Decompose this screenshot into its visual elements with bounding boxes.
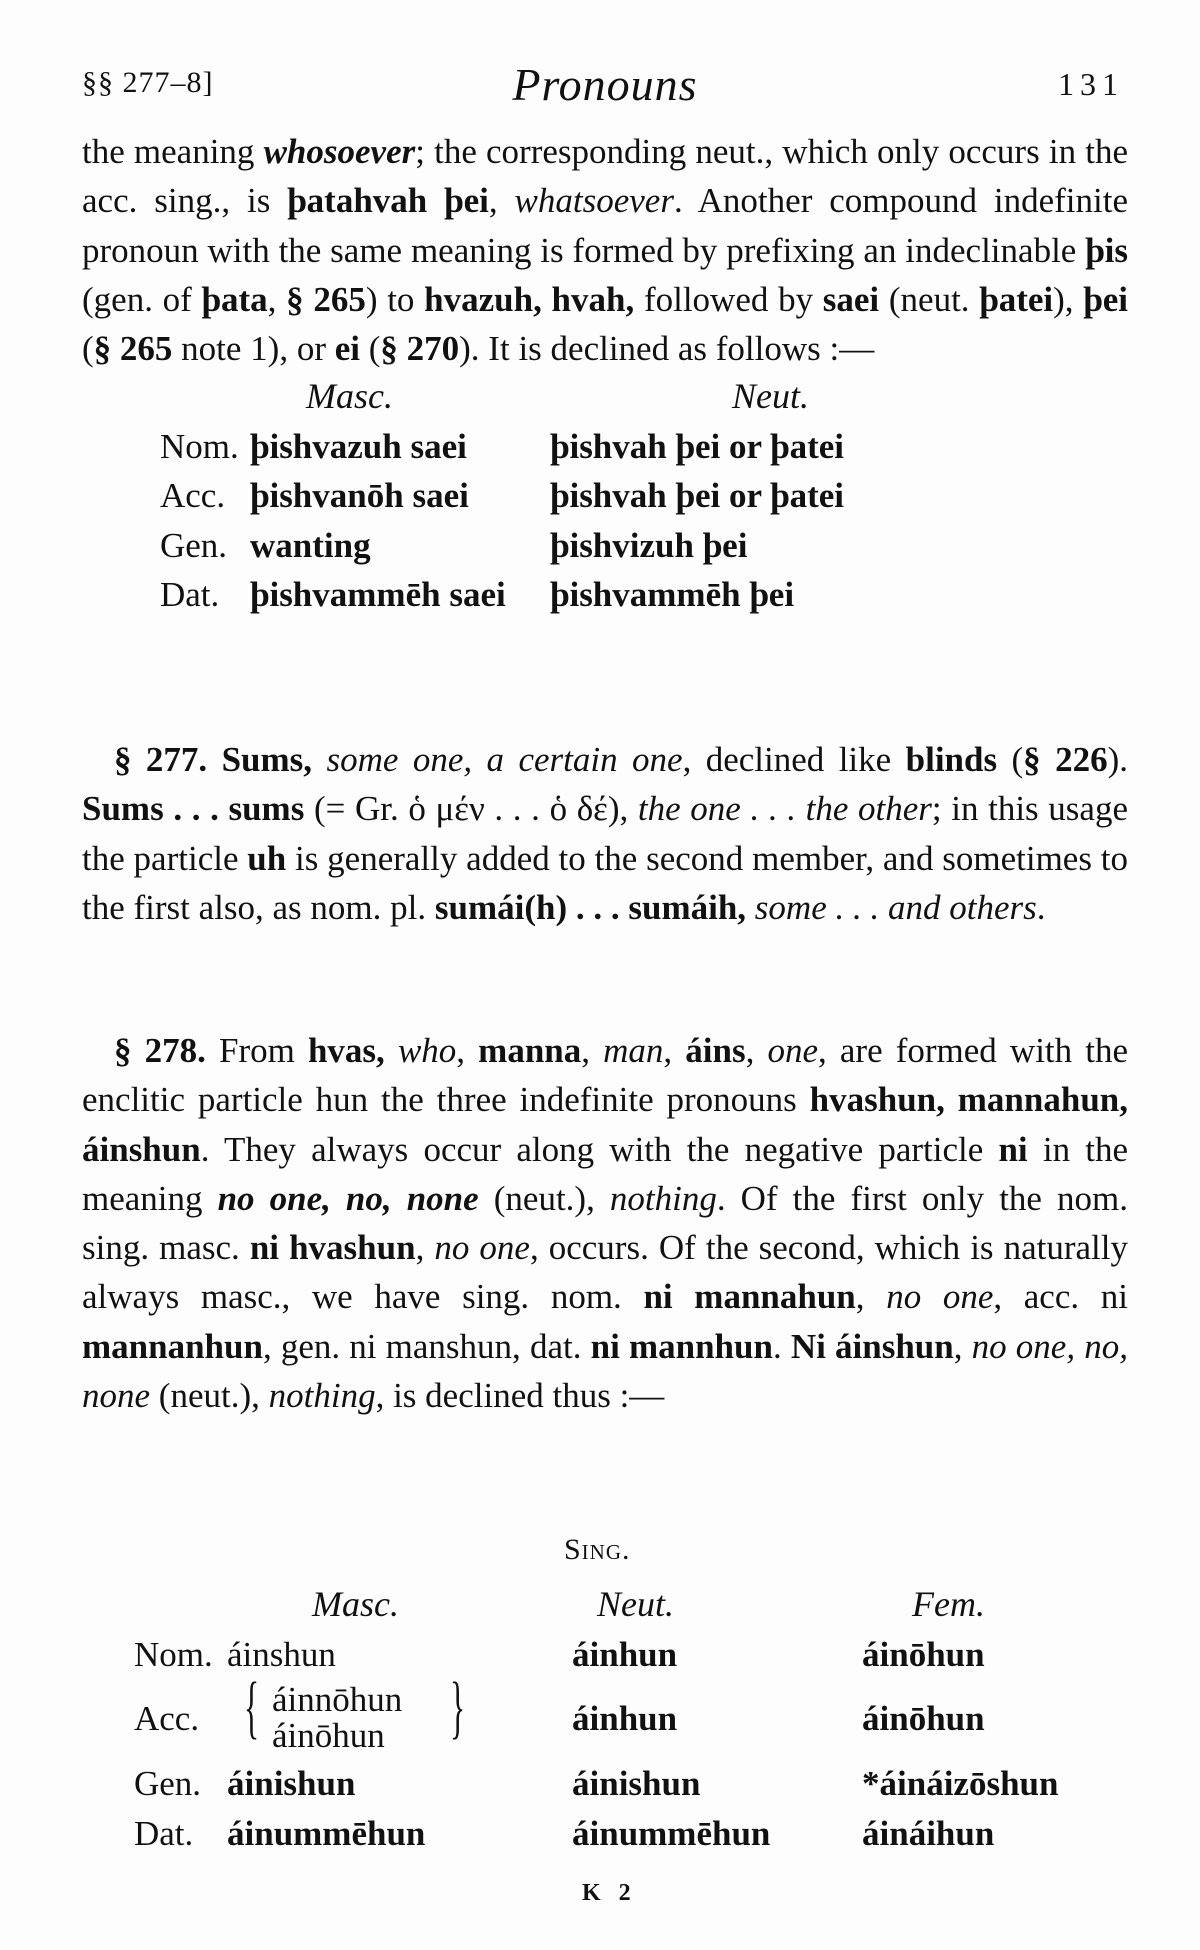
case-label: Nom. — [134, 1634, 213, 1674]
text-run: . Another compound indefinite pronoun with the same meaning is formed by prefixing an indeclinable — [82, 181, 1129, 270]
neut-form: áinishun — [572, 1764, 701, 1803]
masc-form: þishvazuh saei — [250, 426, 467, 466]
number-label-singular: Sing. — [564, 1533, 631, 1566]
text-run: in the meaning — [82, 1129, 1129, 1218]
text-run: . — [1036, 887, 1046, 927]
masc-form: áinummēhun — [227, 1813, 426, 1853]
masc-form-variant: áinnōhun — [272, 1680, 403, 1719]
text-run: § 277. — [114, 740, 208, 779]
text-run: , acc. ni — [993, 1277, 1129, 1317]
text-run: ( — [997, 740, 1024, 779]
text-run: note 1), or — [172, 329, 335, 369]
column-header-masc: Masc. — [312, 1584, 399, 1624]
text-run: , are formed with the enclitic particle hun the three indefinite pronouns — [82, 1031, 1129, 1120]
text-run: ni hvashun — [249, 1228, 416, 1268]
text-run: one — [767, 1031, 819, 1070]
text-run: § 270 — [380, 329, 460, 369]
fem-form: áinōhun — [862, 1634, 985, 1674]
text-run: saei — [822, 279, 880, 319]
text-run: (neut.), — [150, 1376, 269, 1416]
text-run: þis — [1085, 230, 1128, 270]
neut-form: þishvah þei or þatei — [550, 426, 844, 466]
text-run: (neut. — [879, 279, 980, 319]
case-label: Gen. — [160, 525, 228, 565]
masc-form: þishvammēh saei — [250, 575, 506, 614]
signature-mark: K 2 — [582, 1880, 637, 1906]
intro-paragraph — [82, 127, 1128, 373]
text-run: ). — [1107, 740, 1128, 779]
text-run — [746, 888, 755, 927]
text-run: whatsoever — [514, 181, 674, 221]
text-run: , — [953, 1326, 972, 1366]
text-run: ), — [1053, 279, 1084, 319]
text-run: , — [456, 1031, 479, 1070]
text-run: (= Gr. ὁ μέν . . . ὁ δέ), — [304, 789, 638, 829]
masc-form: þishvanōh saei — [250, 476, 469, 515]
table-row — [82, 1669, 1128, 1759]
masc-form: wanting — [250, 525, 371, 565]
text-run: § 278. — [114, 1031, 206, 1070]
text-run: no one — [886, 1277, 994, 1317]
fem-form: áinōhun — [862, 1699, 985, 1738]
text-run: (neut.), — [478, 1178, 610, 1218]
text-run: (gen. of — [82, 279, 202, 319]
text-run: ). It is declined as follows :— — [459, 329, 875, 369]
text-run: , — [581, 1031, 604, 1070]
text-run: the one . . . the other — [637, 789, 932, 829]
text-run: , is declined thus :— — [375, 1376, 665, 1416]
text-run: ( — [360, 329, 381, 369]
text-run: uh — [247, 838, 287, 878]
text-run — [312, 740, 326, 779]
column-header-masc: Masc. — [306, 376, 393, 416]
text-run: ni mannhun — [590, 1326, 773, 1366]
text-run: whosoever — [263, 132, 416, 171]
case-label: Dat. — [134, 1813, 194, 1853]
text-run: þei — [1083, 279, 1129, 319]
section-278-paragraph — [82, 1026, 1128, 1420]
case-label: Nom. — [160, 426, 239, 466]
page-number: 131 — [1058, 66, 1124, 102]
text-run — [385, 1031, 398, 1070]
table-row — [82, 471, 1128, 521]
text-run: nothing — [609, 1178, 717, 1218]
section-277-paragraph — [82, 735, 1128, 932]
text-run: , declined like — [682, 740, 906, 779]
declension-table-1 — [82, 372, 1128, 620]
page-title: Pronouns — [512, 59, 698, 110]
text-run: some one, a certain one — [326, 740, 683, 779]
table-row — [82, 570, 1128, 620]
text-run: ; the corresponding neut., which only occurs in the acc. sing., is — [82, 132, 1128, 221]
text-run: , — [267, 279, 287, 319]
text-run: nothing — [268, 1376, 376, 1416]
text-run: some . . . and others — [754, 887, 1037, 927]
text-run — [207, 740, 221, 779]
neut-form: þishvizuh þei — [550, 525, 748, 565]
neut-form: áinhun — [572, 1699, 678, 1738]
text-run: hvashun, mannahun, áinshun — [82, 1080, 1128, 1169]
text-run: hvas, — [307, 1031, 385, 1070]
fem-form: áináihun — [862, 1813, 995, 1853]
text-run: , — [663, 1031, 686, 1070]
text-run: Sums . . . sums — [82, 789, 305, 829]
case-label: Gen. — [134, 1764, 202, 1803]
table-row — [82, 1809, 1128, 1859]
text-run: ) to — [365, 279, 425, 319]
case-label: Acc. — [134, 1699, 200, 1738]
text-run: no one, no, none — [82, 1326, 1128, 1416]
text-run: Sums, — [221, 740, 313, 779]
text-run: no one, no, none — [217, 1178, 479, 1218]
text-run: ni — [998, 1129, 1028, 1169]
text-run: þatei — [979, 279, 1054, 319]
text-run: § 265 — [286, 279, 366, 319]
text-run: , — [855, 1277, 887, 1317]
text-run: sumái(h) . . . sumáih, — [434, 887, 747, 927]
neut-form: áinummēhun — [572, 1813, 771, 1853]
text-run: § 226 — [1023, 740, 1108, 779]
text-run: mannanhun — [82, 1326, 263, 1366]
section-reference: §§ 277–8] — [82, 66, 214, 99]
text-run: Ni áinshun — [790, 1326, 954, 1366]
text-run: . They always occur along with the negative particle — [200, 1129, 999, 1169]
text-run: . — [772, 1326, 791, 1366]
fem-form: *áináizōshun — [862, 1764, 1059, 1803]
text-run: ei — [334, 329, 360, 369]
masc-form: áinishun — [227, 1764, 356, 1803]
declension-table-2 — [82, 1580, 1128, 1858]
text-run: áins — [685, 1031, 746, 1070]
text-run: þata — [201, 279, 268, 319]
case-label: Dat. — [160, 575, 220, 614]
text-run: þatahvah þei — [287, 181, 489, 221]
text-run: § 265 — [93, 329, 173, 369]
text-run: is generally added to the second member, and sometimes to the first also, as nom. pl. — [82, 838, 1128, 927]
text-run: , gen. ni manshun, dat. — [262, 1326, 591, 1366]
table-header-row — [82, 1580, 1128, 1630]
column-header-neut: Neut. — [732, 376, 809, 416]
table-header-row — [82, 372, 1128, 422]
text-run: From — [205, 1031, 308, 1070]
case-label: Acc. — [160, 476, 226, 515]
neut-form: þishvah þei or þatei — [550, 476, 844, 515]
text-run: blinds — [905, 740, 998, 779]
text-run: , — [745, 1031, 768, 1070]
left-brace: { — [244, 1669, 260, 1746]
table-row — [82, 1759, 1128, 1809]
text-run: no one — [434, 1228, 530, 1268]
right-brace: } — [450, 1669, 466, 1746]
text-run: . Of the first only the nom. sing. masc. — [82, 1178, 1128, 1268]
text-run: manna — [478, 1031, 582, 1070]
text-run: man — [603, 1031, 664, 1070]
running-header — [82, 58, 1128, 108]
column-header-neut: Neut. — [597, 1584, 674, 1624]
text-run: , — [488, 181, 515, 221]
table-row — [82, 1630, 1128, 1680]
column-header-fem: Fem. — [912, 1584, 985, 1624]
neut-form: þishvammēh þei — [550, 575, 795, 614]
text-run: ni mannahun — [643, 1277, 856, 1317]
text-run: , occurs. Of the second, which is naturally always masc., we have sing. nom. — [82, 1228, 1128, 1317]
masc-form: áinshun — [227, 1634, 336, 1674]
text-run: hvazuh, hvah, — [424, 279, 635, 319]
text-run: , — [415, 1228, 435, 1268]
text-run: the meaning — [82, 132, 264, 171]
text-run: who — [397, 1031, 457, 1070]
table-row — [82, 521, 1128, 571]
text-run: ( — [82, 329, 94, 369]
table-row — [82, 422, 1128, 472]
text-run: ; in this usage the particle — [82, 789, 1128, 878]
masc-form-variant: áinōhun — [272, 1716, 385, 1755]
neut-form: áinhun — [572, 1634, 678, 1674]
text-run: followed by — [634, 279, 823, 319]
